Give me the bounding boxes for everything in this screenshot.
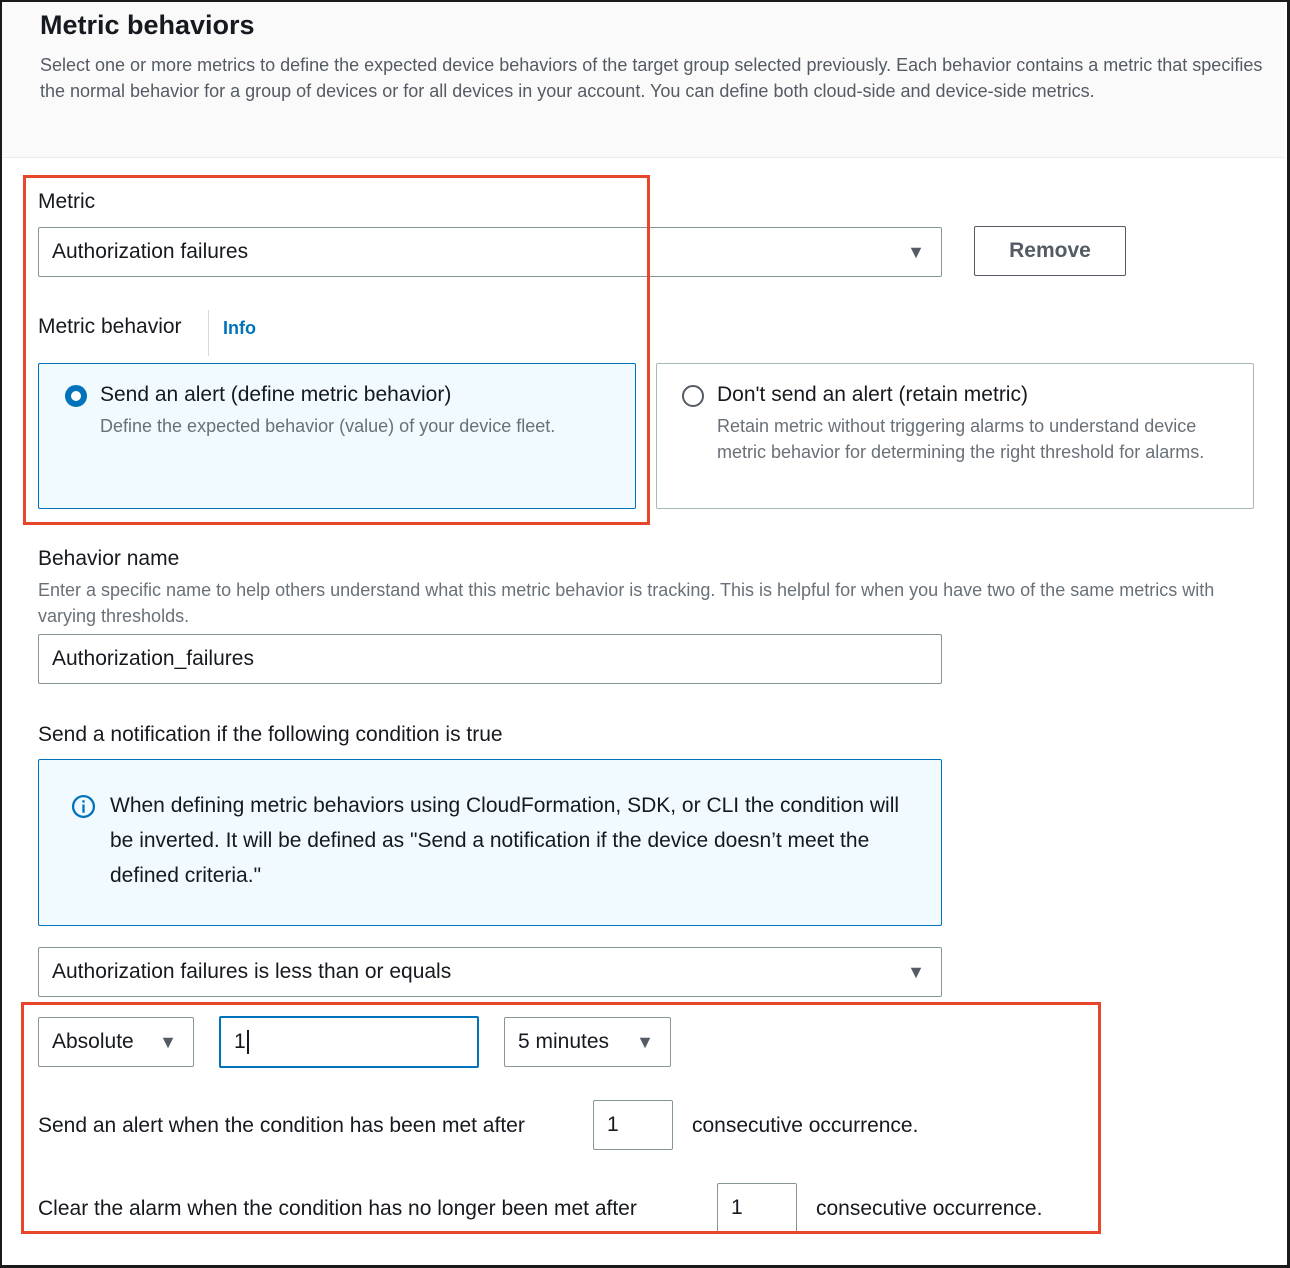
alert-occurrence-value: 1 — [607, 1113, 619, 1136]
alert-rule-text-before: Send an alert when the condition has been met after — [38, 1114, 525, 1137]
clear-rule-text-before: Clear the alarm when the condition has no longer been met after — [38, 1197, 637, 1220]
radio-dont-send-alert[interactable] — [682, 385, 704, 407]
remove-button[interactable]: Remove — [974, 226, 1126, 276]
info-circle-icon — [71, 794, 96, 819]
value-type-value: Absolute — [52, 1030, 134, 1053]
behavior-name-description: Enter a specific name to help others understand what this metric behavior is tracking. This is helpful for when you have two of the same metrics with varying thresholds. — [38, 580, 1215, 626]
condition-operator-value: Authorization failures is less than or equals — [52, 960, 452, 983]
info-link[interactable]: Info — [223, 318, 256, 338]
behavior-name-value: Authorization_failures — [52, 647, 254, 670]
caret-down-icon: ▼ — [159, 1032, 177, 1052]
info-alert — [38, 759, 942, 926]
tile-send-alert-description: Define the expected behavior (value) of your device fleet. — [100, 416, 556, 436]
section-header — [2, 2, 1285, 158]
caret-down-icon: ▼ — [636, 1032, 654, 1052]
behavior-name-input[interactable] — [38, 634, 942, 684]
condition-label: Send a notification if the following condition is true — [38, 723, 503, 746]
clear-occurrence-value: 1 — [731, 1196, 743, 1219]
caret-down-icon: ▼ — [907, 962, 925, 982]
metric-select-value: Authorization failures — [52, 240, 249, 263]
tile-send-alert-title: Send an alert (define metric behavior) — [100, 383, 452, 406]
metric-behavior-label: Metric behavior — [38, 315, 182, 338]
condition-value: 1 — [234, 1030, 246, 1053]
condition-operator-select[interactable] — [38, 947, 942, 997]
caret-down-icon: ▼ — [907, 242, 925, 262]
info-alert-text: When defining metric behaviors using CloudFormation, SDK, or CLI the condition will be inverted. It will be defined as "Send a notification if the device doesn’t meet the defined criteria." — [110, 794, 900, 887]
section-title: Metric behaviors — [40, 10, 255, 40]
duration-value: 5 minutes — [518, 1030, 610, 1053]
tile-dont-send-alert-title: Don't send an alert (retain metric) — [717, 383, 1028, 406]
tile-dont-send-alert-description: Retain metric without triggering alarms to understand device metric behavior for determining the right threshold for alarms. — [717, 416, 1205, 462]
section-description: Select one or more metrics to define the expected device behaviors of the target group selected previously. Each behavior contains a metric that specifies the normal behavior for a group of devices or for all devices in your account. You can define both cloud-side and device-side metrics. — [40, 55, 1263, 101]
tile-dont-send-alert[interactable] — [656, 363, 1254, 509]
highlight-box-threshold — [21, 1002, 1101, 1234]
behavior-name-label: Behavior name — [38, 547, 180, 570]
highlight-box-metric — [23, 175, 650, 525]
clear-rule-text-after: consecutive occurrence. — [816, 1197, 1043, 1220]
alert-rule-text-after: consecutive occurrence. — [692, 1114, 919, 1137]
metric-label: Metric — [38, 190, 96, 213]
